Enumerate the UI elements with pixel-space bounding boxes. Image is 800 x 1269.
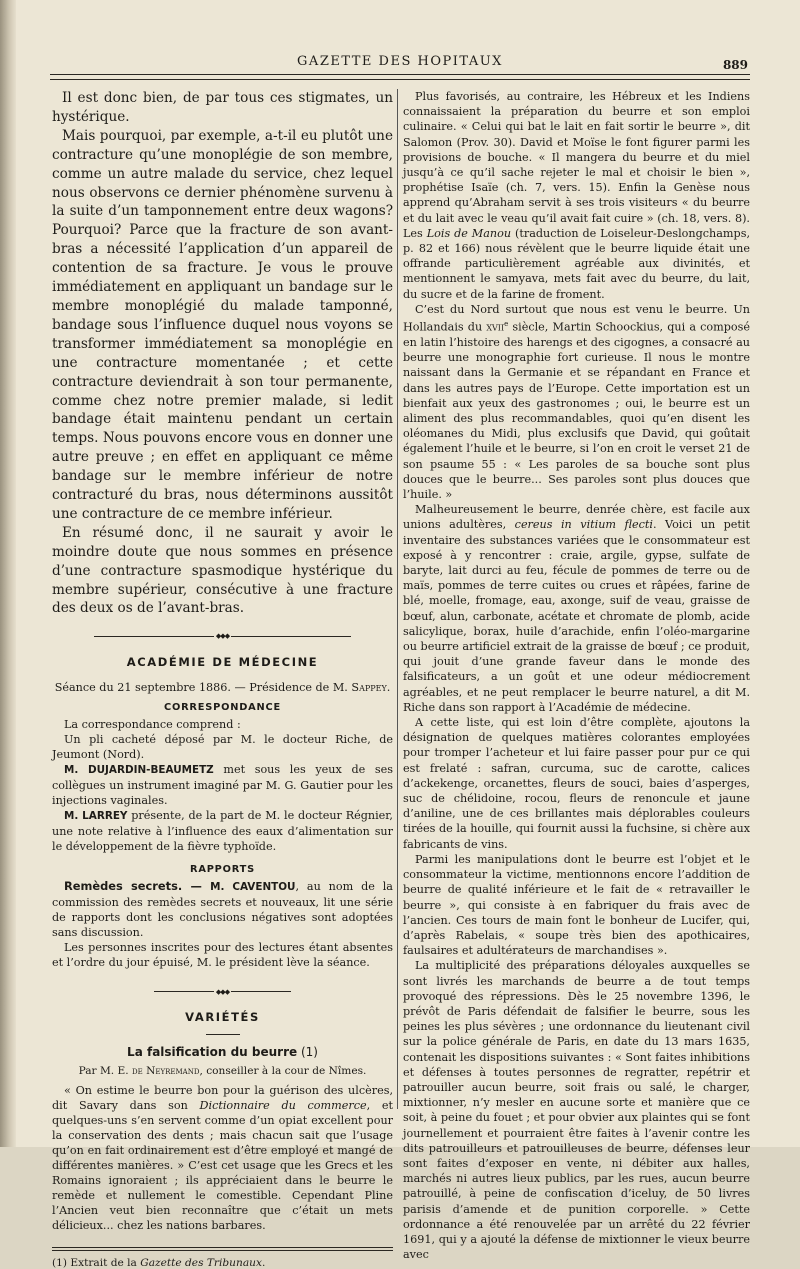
century-numeral: xvii [486,320,505,334]
seance-text: Séance du 21 septembre 1886. — Présidence de M. [54,680,352,694]
paragraph: La correspondance comprend : [64,717,241,731]
section-ornament: ◆◆◆ [52,988,393,997]
paragraph: Il est donc bien, de par tous ces stigmates, un hystérique. [52,90,393,125]
paragraph [52,1083,393,1233]
paragraph: Un pli cacheté déposé par M. le docteur Riche, de Jeumont (Nord). [52,732,393,761]
left-column [52,89,393,1269]
speaker-text: met sous les yeux de ses collègues un instrument imaginé par M. G. Gautier pour les injections vaginales. [52,762,393,807]
paragraph-text: (traduction de Loiseleur-Deslongchamps, p. 82 et 166) nous révèlent que le beurre liquide était une offrande particulièrement agréable aux divinités, et mentionnent le samyava, mets fait avec du beurre, du lait, du sucre et de la farine de froment. [403,226,750,301]
century-sup: e [504,320,509,329]
latin-phrase: cereus in vitium flecti [514,518,653,532]
byline-prefix: Par M. E. [78,1065,133,1078]
speaker-name: M. CAVENTOU [210,880,296,893]
section-ornament: ◆◆◆ [52,632,393,641]
paragraph [403,502,750,715]
subheading-correspondance: CORRESPONDANCE [163,701,282,713]
header-rule-thick [50,74,750,75]
paragraph: Mais pourquoi, par exemple, a-t-il eu plutôt une contracture qu’une monoplégie de son membre, comme un autre malade du service, chez lequel nous observons ce dernier phénomène survenu à la suite d’un tamponnement entre deux wagons? Pourquoi? Parce que la fracture de son avant-bras a nécessité l’application d’un appareil de contention de sa fracture. Je vous le prouve immédiatement en appliquant un bandage sur le membre monoplégié du malade tamponné, bandage sous l’influence duquel nous voyons se transformer immédiatement sa monoplégie en une contracture momentanée ; et cette contracture deviendrait à son tour permanente, comme chez notre premier malade, si ledit bandage était maintenu pendant un certain temps. Nous pouvons encore vous en donner une autre preuve ; en effet en appliquant ce même bandage sur le membre inférieur de notre contracturé du bras, nous déterminons aussitôt une contracture de ce membre inférieur. [52,127,393,522]
paragraph-text: . Voici un petit inventaire des substances variées que le consommateur est exposé à y rencontrer : craie, argile, gypse, sulfate de baryte, lait durci au feu, fécule de pommes de terre ou de maïs, pommes de terre cuites ou crues et râpées, farine de blé, moelle, fromage, eau, axonge, suif de veau, graisse de bœuf, alun, carbonate, acétate et chromate de plomb, acide salicylique, borax, huile d’arachide, enfin l’oléo-margarine ou beurre artificiel extrait de la graisse de bœuf ; ce produit, qui jouit d’une grande faveur dans le monde des falsificateurs, a un goût et une odeur médiocrement agréables, et ne peut remplacer le beurre naturel, a dit M. Riche dans son rapport à l’Académie de médecine. [403,518,750,714]
footnote-rule [52,1247,393,1248]
paragraph [52,808,393,854]
paragraph [52,762,393,808]
quote-text: , et quelques-uns s’en servent comme d’un opiat excellent pour la conservation des dents ; mais chacun sait que l’usage qu’on en fait ordinairement est d’être employé et mangé de différentes manières. » C’est cet usage que les Grecs et les Romains ignoraient ; ils appréciaient dans le beurre le remède et nullement le comestible. Cependant Pline l’Ancien veut bien reconnaître que c’était un mets délicieux... chez les nations barbares. [52,1099,394,1233]
speaker-name: M. DUJARDIN-BEAUMETZ [64,763,214,776]
quote-title: Dictionnaire du commerce [199,1099,367,1113]
paragraph: A cette liste, qui est loin d’être complète, ajoutons la désignation de quelques matières colorantes employées pour tromper l’acheteur et lui faire passer pour pur ce qui est frelaté : safran, curcuma, suc de carotte, calices d’ackekenge, orcanettes, fleurs de souci, baies d’asperges, suc de chélidoine, rocou, fleurs de renoncule et jaune d’aniline, une de ces brillantes mais déplorables couleurs tirées de la houille, qui fournit aussi la fuchsine, si chère aux fabricants de vins. [403,716,750,851]
section-heading-academie: ACADÉMIE DE MÉDECINE [126,654,319,669]
byline-suffix: , conseiller à la cour de Nîmes. [199,1065,367,1078]
paragraph: En résumé donc, il ne saurait y avoir le moindre doute que nous sommes en présence d’une contracture spasmodique hystérique du membre supérieur, consécutive à une fracture des deux os de l’avant-bras. [52,524,393,617]
seance-president: Sappey. [351,680,391,694]
footnote-text: . [261,1257,266,1269]
column-divider [397,89,398,1109]
paragraph-text: Plus favorisés, au contraire, les Hébreux et les Indiens connaissaient la préparation du beurre et son emploi culinaire. « Celui qui bat le lait en fait sortir le beurre », dit Salomon (Prov. 30). David et Moïse le font figurer parmi les provisions de bouche. « Il mangera du beurre et du miel jusqu’à ce qu’il sache rejeter le mal et choisir le bien », prophétise Isaïe (ch. 7, vers. 15). Enfin la Genèse nous apprend qu’Abraham servit à ses trois visiteurs « du beurre et du lait avec le veau qu’il avait fait cuire » (ch. 18, vers. 8). Les [403,90,750,240]
paragraph: La multiplicité des préparations déloyales auxquelles se sont livrés les marchands de beurre a de tout temps provoqué des répressions. Dès le 25 novembre 1396, le prévôt de Paris défendait de falsifier le beurre, sous les peines les plus sévères ; une ordonnance du lieutenant civil sur la police générale de Paris, en date du 13 mars 1635, contenait les dispositions suivantes : « Sont faites inhibitions et défenses à toutes personnes de regratter, repétrir et patrouiller aucun beurre, soit frais ou salé, le charger, mixtionner, n’y mesler en aucune sorte et manière que ce soit, à peine du fouet ; et pour obvier aux plaintes qui se font journellement et pourraient être faites à l’avenir contre les dits patrouilleurs et patrouilleuses de beurre, défenses leur sont faites d’exposer en vente, ni débiter aux halles, marchés ni autres lieux publics, par les rues, aucun beurre patrouillé, à peine de confiscation d’iceluy, de 50 livres parisis d’amende et de punition corporelle. » Cette ordonnance a été renouvelée par un arrêté du 22 février 1691, qui y a ajouté la défense de mixtionner le vieux beurre avec [403,959,750,1262]
paragraph-text: C’est du Nord surtout que nous est venu le beurre. Un Hollandais du [403,302,750,334]
footnote-text: (1) Extrait de la [52,1257,141,1269]
article-footnote-ref: (1) [297,1045,318,1060]
right-column [403,89,750,1262]
byline [52,1065,393,1077]
speaker-text: présente, de la part de M. le docteur Régnier, une note relative à l’influence des eaux d’alimentation sur le développement de la fièvre typhoïde. [52,808,393,853]
running-header: GAZETTE DES HOPITAUX [297,54,503,69]
header-rule-thin [50,79,750,80]
quote-text: « On estime le beurre bon pour la guérison des ulcères, dit Savary dans son [52,1084,393,1113]
speaker-name: M. LARREY [64,809,128,822]
binding-gutter [0,0,16,1147]
section-heading-varietes: VARIÉTÉS [185,1010,260,1025]
subheading-rapports: RAPPORTS [189,863,256,875]
short-rule [206,1034,240,1035]
byline-author: de Neyremand [132,1065,200,1078]
footnote [52,1257,393,1269]
page-number: 889 [722,58,748,72]
article-title [52,1045,393,1059]
paragraph [403,89,750,302]
article-title-text: La falsification du beurre [127,1045,298,1060]
paragraph [52,879,393,940]
cited-title: Lois de Manou [426,226,512,240]
rapport-title: Remèdes secrets. — [64,878,211,893]
paragraph-text: Malheureusement le beurre, denrée chère, est facile aux unions adultères, [403,503,750,532]
paragraph-text: siècle, Martin Schoockius, qui a composé en latin l’histoire des harengs et des cigognes, a consacré au beurre une monographie fort curieuse. Il nous le montre naissant dans la Germanie et se répandant en France et dans les autres pays de l’Europe. Cette importation est un bienfait aux yeux des gastronomes ; oui, le beurre est un aliment des plus recommandables, quoi qu’en disent les oléomanes du Midi, plus exclusifs que David, qui goûtait également l’huile et le beurre, si l’on en croit le verset 21 de son psaume 55 : « Les paroles de sa bouche sont plus douces que le beurre... Ses paroles sont plus douces que l’huile. » [403,320,750,502]
footnote-rule-thin [52,1250,393,1251]
seance-line [52,681,393,694]
paragraph: Parmi les manipulations dont le beurre est l’objet et le consommateur la victime, mentionnons encore l’addition de beurre de qualité inférieure et le fait de « retravailler le beurre », qui consiste à en fabriquer du frais avec de l’ancien. Ces tours de main font le bonheur de Lucifer, qui, d’après Rabelais, « soupe très bien des apothicaires, faulsaires et adultérateurs de marchandises ». [403,852,750,958]
speaker-text: , au nom de la commission des remèdes secrets et nouveaux, lit une série de rapports dont les conclusions négatives sont adoptées sans discussion. [52,879,393,939]
paragraph: Les personnes inscrites pour des lectures étant absentes et l’ordre du jour épuisé, M. le président lève la séance. [52,940,393,969]
footnote-source: Gazette des Tribunaux [140,1257,262,1269]
paragraph [403,302,750,502]
